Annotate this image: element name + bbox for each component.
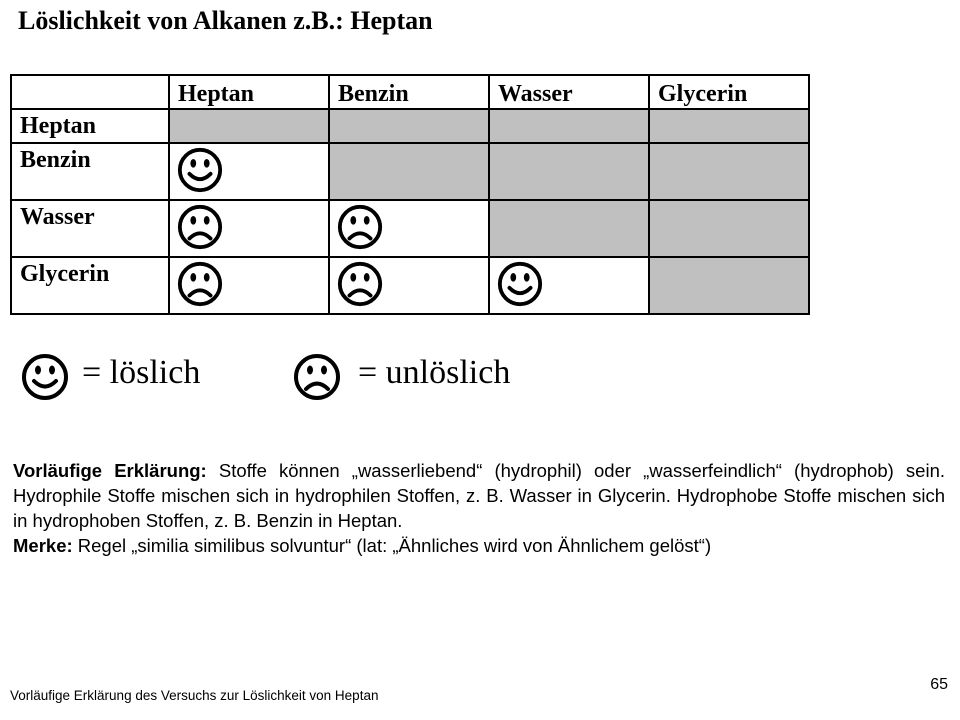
happy-face-icon bbox=[176, 146, 328, 199]
shaded-cell bbox=[489, 200, 649, 257]
table-cell bbox=[489, 257, 649, 314]
legend-insoluble-label: = unlöslich bbox=[358, 354, 511, 391]
happy-face-icon bbox=[496, 260, 648, 313]
column-header: Benzin bbox=[329, 75, 489, 109]
happy-face-icon bbox=[20, 352, 70, 411]
slide-footer: Vorläufige Erklärung des Versuchs zur Löslichkeit von Heptan bbox=[10, 688, 379, 703]
solubility-table bbox=[10, 74, 810, 315]
sad-face-icon bbox=[336, 260, 488, 313]
table-row bbox=[11, 200, 809, 257]
shaded-cell bbox=[649, 200, 809, 257]
sad-face-icon bbox=[336, 203, 488, 256]
corner-cell bbox=[11, 75, 169, 109]
sad-face-icon bbox=[176, 203, 328, 256]
row-header: Wasser bbox=[11, 200, 169, 257]
column-header: Wasser bbox=[489, 75, 649, 109]
table-cell bbox=[329, 257, 489, 314]
explanation-paragraph bbox=[13, 458, 945, 533]
table-cell bbox=[169, 257, 329, 314]
remember-paragraph bbox=[13, 533, 945, 558]
shaded-cell bbox=[329, 143, 489, 200]
table-cell bbox=[169, 143, 329, 200]
shaded-cell bbox=[649, 109, 809, 143]
shaded-cell bbox=[649, 143, 809, 200]
row-header: Glycerin bbox=[11, 257, 169, 314]
legend-soluble-label: = löslich bbox=[82, 354, 201, 391]
shaded-cell bbox=[169, 109, 329, 143]
column-header: Glycerin bbox=[649, 75, 809, 109]
explanation-label: Vorläufige Erklärung: bbox=[13, 460, 207, 481]
table-cell bbox=[329, 200, 489, 257]
remember-body: Regel „similia similibus solvuntur“ (lat: „Ähnliches wird von Ähnlichem gelöst“) bbox=[72, 535, 712, 556]
table-header-row bbox=[11, 75, 809, 109]
shaded-cell bbox=[649, 257, 809, 314]
table-row bbox=[11, 109, 809, 143]
table-row bbox=[11, 257, 809, 314]
page-number: 65 bbox=[930, 676, 948, 693]
table-row bbox=[11, 143, 809, 200]
shaded-cell bbox=[329, 109, 489, 143]
shaded-cell bbox=[489, 143, 649, 200]
shaded-cell bbox=[489, 109, 649, 143]
sad-face-icon bbox=[292, 352, 342, 411]
row-header: Heptan bbox=[11, 109, 169, 143]
slide-title: Löslichkeit von Alkanen z.B.: Heptan bbox=[18, 6, 433, 35]
explanation-text bbox=[13, 458, 945, 558]
table-cell bbox=[169, 200, 329, 257]
explanation-body: Stoffe können „wasserliebend“ (hydrophil) oder „wasserfeindlich“ (hydrophob) sein. Hydrophile Stoffe mischen sich in hydrophilen Stoffen, z. B. Wasser in Glycerin. Hydrophobe Stoffe mischen sich in hydrophoben Stoffen, z. B. Benzin in Heptan. bbox=[13, 460, 946, 531]
remember-label: Merke: bbox=[13, 535, 73, 556]
row-header: Benzin bbox=[11, 143, 169, 200]
sad-face-icon bbox=[176, 260, 328, 313]
column-header: Heptan bbox=[169, 75, 329, 109]
